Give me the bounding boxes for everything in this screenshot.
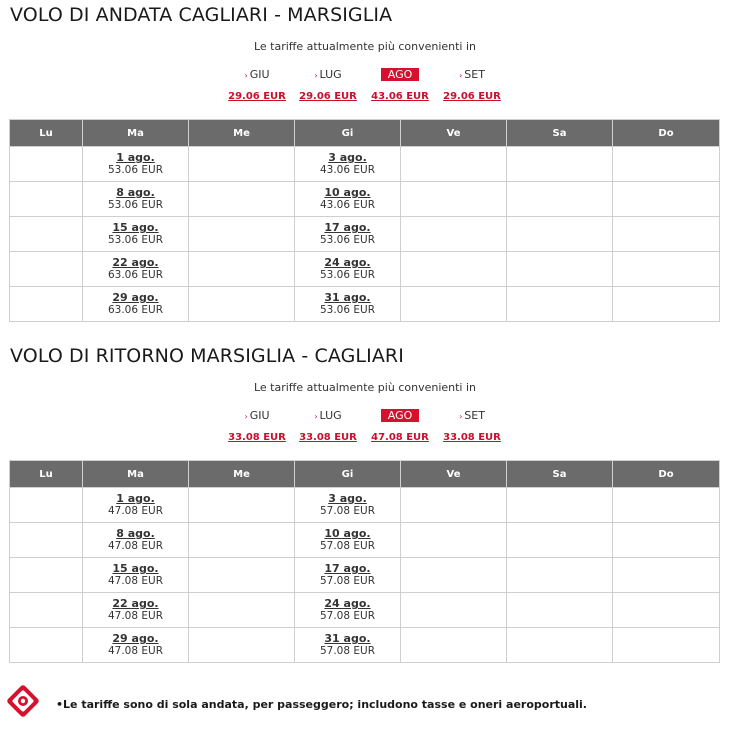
month-price-lug[interactable]: 29.06 EUR [299,91,357,102]
day-link[interactable]: 8 ago. [116,527,155,540]
day-cell[interactable] [83,252,189,287]
return-month-set [441,409,503,443]
empty-day-cell [613,523,720,558]
empty-day-cell [613,147,720,182]
empty-day-cell [401,217,507,252]
return-month-giu [226,409,288,443]
weekday-header: Do [613,120,720,147]
day-cell[interactable] [295,217,401,252]
day-price: 53.06 EUR [107,234,163,246]
day-price: 43.06 EUR [319,199,375,211]
return-month-selector [0,409,730,449]
calendar-week-row [10,593,720,628]
day-link[interactable]: 22 ago. [112,256,159,269]
empty-day-cell [507,593,613,628]
day-link[interactable]: 17 ago. [324,221,371,234]
empty-day-cell [189,523,295,558]
month-tab-giu[interactable]: › GIU [244,409,270,422]
day-cell[interactable] [295,182,401,217]
day-cell[interactable] [83,287,189,322]
empty-day-cell [189,628,295,663]
day-cell[interactable] [83,488,189,523]
day-price: 63.06 EUR [107,304,163,316]
day-price: 57.08 EUR [319,540,375,552]
day-link[interactable]: 10 ago. [324,186,371,199]
day-cell[interactable] [83,182,189,217]
outbound-month-ago [369,68,431,102]
empty-day-cell [10,628,83,663]
day-cell[interactable] [83,628,189,663]
empty-day-cell [10,217,83,252]
weekday-header: Sa [507,120,613,147]
day-link[interactable]: 29 ago. [112,291,159,304]
empty-day-cell [189,252,295,287]
weekday-header: Gi [295,120,401,147]
empty-day-cell [507,287,613,322]
empty-day-cell [507,488,613,523]
day-link[interactable]: 22 ago. [112,597,159,610]
return-subtitle: Le tariffe attualmente più convenienti in [253,381,477,394]
return-calendar [9,460,720,663]
month-price-ago[interactable]: 47.08 EUR [371,432,429,443]
day-link[interactable]: 1 ago. [116,492,155,505]
empty-day-cell [613,252,720,287]
calendar-week-row [10,182,720,217]
outbound-month-giu [226,68,288,102]
day-price: 47.08 EUR [107,505,163,517]
empty-day-cell [189,558,295,593]
weekday-header: Me [189,461,295,488]
empty-day-cell [507,523,613,558]
empty-day-cell [507,182,613,217]
day-link[interactable]: 24 ago. [324,597,371,610]
day-cell[interactable] [295,252,401,287]
empty-day-cell [507,252,613,287]
calendar-week-row [10,628,720,663]
weekday-header: Lu [10,120,83,147]
day-price: 57.08 EUR [319,610,375,622]
day-cell[interactable] [83,558,189,593]
day-price: 53.06 EUR [107,199,163,211]
empty-day-cell [10,488,83,523]
weekday-header: Ve [401,461,507,488]
chevron-right-icon: › [314,71,318,80]
empty-day-cell [10,182,83,217]
outbound-month-lug [297,68,359,102]
month-price-ago[interactable]: 43.06 EUR [371,91,429,102]
month-price-giu[interactable]: 33.08 EUR [228,432,286,443]
chevron-right-icon: › [244,71,248,80]
month-tab-set[interactable]: › SET [459,409,485,422]
fare-footer [0,684,730,724]
day-link[interactable]: 31 ago. [324,291,371,304]
return-title: VOLO DI RITORNO MARSIGLIA - CAGLIARI [10,345,404,367]
empty-day-cell [401,488,507,523]
day-cell[interactable] [295,628,401,663]
calendar-week-row [10,217,720,252]
weekday-header: Lu [10,461,83,488]
empty-day-cell [10,558,83,593]
weekday-header: Me [189,120,295,147]
day-price: 53.06 EUR [319,269,375,281]
empty-day-cell [401,628,507,663]
day-cell[interactable] [83,147,189,182]
calendar-header-row [10,461,720,488]
day-link[interactable]: 15 ago. [112,221,159,234]
calendar-week-row [10,523,720,558]
return-month-lug [297,409,359,443]
day-link[interactable]: 17 ago. [324,562,371,575]
weekday-header: Ve [401,120,507,147]
day-price: 53.06 EUR [319,234,375,246]
month-tab-lug[interactable]: › LUG [314,409,342,422]
chevron-right-icon: › [459,71,463,80]
month-tab-set[interactable]: › SET [459,68,485,81]
return-month-ago [369,409,431,443]
day-cell[interactable] [295,523,401,558]
day-price: 47.08 EUR [107,575,163,587]
weekday-header: Ma [83,461,189,488]
empty-day-cell [507,558,613,593]
day-price: 53.06 EUR [319,304,375,316]
day-cell[interactable] [295,287,401,322]
calendar-week-row [10,558,720,593]
outbound-calendar [9,119,720,322]
day-price: 47.08 EUR [107,610,163,622]
month-price-set[interactable]: 33.08 EUR [443,432,501,443]
day-link[interactable]: 31 ago. [324,632,371,645]
month-tab-ago[interactable]: AGO [381,68,419,81]
empty-day-cell [613,488,720,523]
day-price: 47.08 EUR [107,645,163,657]
day-price: 57.08 EUR [319,505,375,517]
day-cell[interactable] [295,147,401,182]
fare-footnote: •Le tariffe sono di sola andata, per passeggero; includono tasse e oneri aeroportuali. [56,698,587,711]
calendar-week-row [10,147,720,182]
empty-day-cell [401,287,507,322]
empty-day-cell [613,593,720,628]
empty-day-cell [401,558,507,593]
day-link[interactable]: 8 ago. [116,186,155,199]
day-link[interactable]: 24 ago. [324,256,371,269]
day-cell[interactable] [83,523,189,558]
chevron-right-icon: › [459,412,463,421]
day-price: 43.06 EUR [319,164,375,176]
day-cell[interactable] [295,593,401,628]
empty-day-cell [10,147,83,182]
outbound-month-set [441,68,503,102]
empty-day-cell [401,182,507,217]
month-price-lug[interactable]: 33.08 EUR [299,432,357,443]
empty-day-cell [613,628,720,663]
empty-day-cell [189,593,295,628]
empty-day-cell [10,523,83,558]
empty-day-cell [507,147,613,182]
day-price: 63.06 EUR [107,269,163,281]
empty-day-cell [613,217,720,252]
month-price-giu[interactable]: 29.06 EUR [228,91,286,102]
empty-day-cell [189,217,295,252]
calendar-week-row [10,252,720,287]
calendar-week-row [10,287,720,322]
day-link[interactable]: 3 ago. [328,151,367,164]
empty-day-cell [613,182,720,217]
empty-day-cell [507,628,613,663]
day-link[interactable]: 10 ago. [324,527,371,540]
calendar-week-row [10,488,720,523]
calendar-header-row [10,120,720,147]
chevron-right-icon: › [314,412,318,421]
empty-day-cell [10,593,83,628]
outbound-month-selector [0,68,730,108]
empty-day-cell [507,217,613,252]
day-link[interactable]: 1 ago. [116,151,155,164]
empty-day-cell [10,252,83,287]
day-link[interactable]: 15 ago. [112,562,159,575]
chevron-right-icon: › [244,412,248,421]
month-price-set[interactable]: 29.06 EUR [443,91,501,102]
day-cell[interactable] [295,488,401,523]
day-cell[interactable] [83,593,189,628]
empty-day-cell [401,252,507,287]
weekday-header: Do [613,461,720,488]
empty-day-cell [189,287,295,322]
empty-day-cell [189,182,295,217]
outbound-subtitle: Le tariffe attualmente più convenienti in [253,40,477,53]
day-price: 57.08 EUR [319,645,375,657]
month-tab-giu[interactable]: › GIU [244,68,270,81]
empty-day-cell [613,287,720,322]
empty-day-cell [401,523,507,558]
weekday-header: Sa [507,461,613,488]
day-link[interactable]: 3 ago. [328,492,367,505]
empty-day-cell [613,558,720,593]
outbound-title: VOLO DI ANDATA CAGLIARI - MARSIGLIA [10,4,393,26]
empty-day-cell [10,287,83,322]
day-link[interactable]: 29 ago. [112,632,159,645]
day-price: 57.08 EUR [319,575,375,587]
month-tab-lug[interactable]: › LUG [314,68,342,81]
fare-promo-badge-icon [6,684,40,718]
empty-day-cell [189,147,295,182]
empty-day-cell [401,147,507,182]
weekday-header: Ma [83,120,189,147]
day-price: 47.08 EUR [107,540,163,552]
day-cell[interactable] [295,558,401,593]
day-cell[interactable] [83,217,189,252]
empty-day-cell [401,593,507,628]
day-price: 53.06 EUR [107,164,163,176]
weekday-header: Gi [295,461,401,488]
month-tab-ago[interactable]: AGO [381,409,419,422]
empty-day-cell [189,488,295,523]
